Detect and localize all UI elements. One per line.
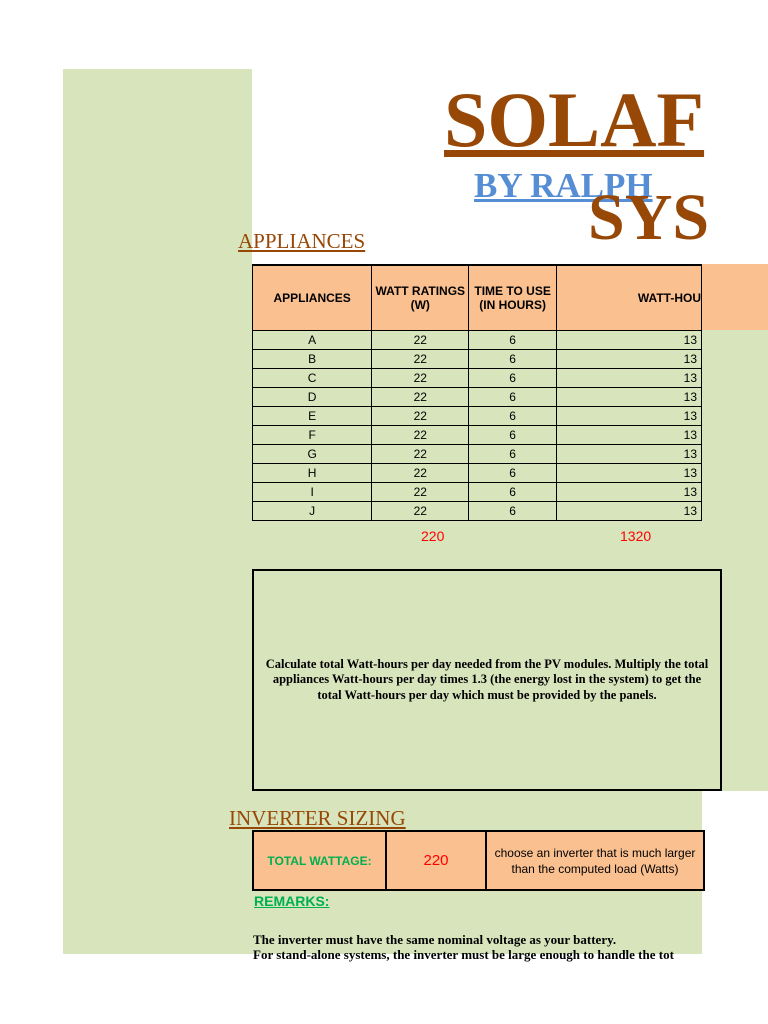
remark-line-1: The inverter must have the same nominal voltage as your battery. — [253, 932, 617, 947]
time-to-use-cell[interactable]: 6 — [469, 350, 557, 369]
total-wattage-label: TOTAL WATTAGE: — [252, 832, 385, 889]
time-to-use-cell[interactable]: 6 — [469, 331, 557, 350]
watt-hours-cell[interactable]: 13 — [557, 350, 702, 369]
time-to-use-cell[interactable]: 6 — [469, 369, 557, 388]
table-row — [253, 369, 702, 388]
table-row — [253, 407, 702, 426]
appliance-cell[interactable]: A — [253, 331, 372, 350]
watt-rating-cell[interactable]: 22 — [372, 369, 469, 388]
appliance-cell[interactable]: C — [253, 369, 372, 388]
watt-rating-cell[interactable]: 22 — [372, 407, 469, 426]
watt-hours-cell[interactable]: 13 — [557, 502, 702, 521]
author-byline: BY RALPH — [474, 166, 653, 205]
column-header-time-to-use: TIME TO USE (IN HOURS) — [469, 265, 557, 331]
watt-hours-cell[interactable]: 13 — [557, 369, 702, 388]
remarks-label: REMARKS: — [254, 893, 330, 909]
table-row — [253, 502, 702, 521]
appliance-cell[interactable]: H — [253, 464, 372, 483]
appliance-cell[interactable]: G — [253, 445, 372, 464]
watt-hours-cell[interactable]: 13 — [557, 483, 702, 502]
table-row — [253, 331, 702, 350]
watt-hours-cell[interactable]: 13 — [557, 331, 702, 350]
page-title-line2: SYS — [588, 181, 710, 254]
time-to-use-cell[interactable]: 6 — [469, 426, 557, 445]
total-wattage-value: 220 — [385, 832, 485, 889]
appliances-heading: APPLIANCES — [238, 229, 366, 253]
appliance-cell[interactable]: B — [253, 350, 372, 369]
time-to-use-cell[interactable]: 6 — [469, 464, 557, 483]
watt-hours-cell[interactable]: 13 — [557, 407, 702, 426]
appliance-cell[interactable]: D — [253, 388, 372, 407]
total-watts: 220 — [421, 528, 445, 544]
instruction-box — [252, 569, 722, 791]
appliance-cell[interactable]: J — [253, 502, 372, 521]
inverter-note: choose an inverter that is much larger than the computed load (Watts) — [485, 832, 705, 889]
column-header-watt-hours: WATT-HOU — [557, 265, 702, 331]
table-row — [253, 464, 702, 483]
time-to-use-cell[interactable]: 6 — [469, 388, 557, 407]
time-to-use-cell[interactable]: 6 — [469, 502, 557, 521]
table-row — [253, 426, 702, 445]
remark-line-2: For stand-alone systems, the inverter must be large enough to handle the tot — [253, 947, 674, 962]
instruction-text: Calculate total Watt-hours per day needed from the PV modules. Multiply the total appliances Watt-hours per day times 1.3 (the energy lost in the system) to get the total Watt-hours per day which must be provided by the panels. — [265, 656, 709, 702]
appliance-cell[interactable]: I — [253, 483, 372, 502]
inverter-row — [252, 830, 705, 891]
page-title: SOLAF — [444, 76, 705, 163]
watt-rating-cell[interactable]: 22 — [372, 445, 469, 464]
watt-rating-cell[interactable]: 22 — [372, 331, 469, 350]
watt-rating-cell[interactable]: 22 — [372, 464, 469, 483]
watt-hours-cell[interactable]: 13 — [557, 464, 702, 483]
table-row — [253, 388, 702, 407]
watt-rating-cell[interactable]: 22 — [372, 426, 469, 445]
time-to-use-cell[interactable]: 6 — [469, 407, 557, 426]
inverter-sizing-heading: INVERTER SIZING — [229, 806, 406, 830]
table-row — [253, 483, 702, 502]
watt-rating-cell[interactable]: 22 — [372, 502, 469, 521]
watt-rating-cell[interactable]: 22 — [372, 350, 469, 369]
watt-rating-cell[interactable]: 22 — [372, 388, 469, 407]
column-header-watt-ratings: WATT RATINGS (W) — [372, 265, 469, 331]
table-header-row — [253, 265, 702, 331]
header-overflow-fill — [702, 264, 768, 330]
time-to-use-cell[interactable]: 6 — [469, 445, 557, 464]
watt-hours-cell[interactable]: 13 — [557, 426, 702, 445]
watt-rating-cell[interactable]: 22 — [372, 483, 469, 502]
appliance-cell[interactable]: E — [253, 407, 372, 426]
table-row — [253, 350, 702, 369]
appliance-cell[interactable]: F — [253, 426, 372, 445]
time-to-use-cell[interactable]: 6 — [469, 483, 557, 502]
total-watt-hours: 1320 — [620, 528, 652, 544]
watt-hours-cell[interactable]: 13 — [557, 445, 702, 464]
appliances-table — [252, 264, 702, 521]
watt-hours-cell[interactable]: 13 — [557, 388, 702, 407]
column-header-appliances: APPLIANCES — [253, 265, 372, 331]
table-row — [253, 445, 702, 464]
